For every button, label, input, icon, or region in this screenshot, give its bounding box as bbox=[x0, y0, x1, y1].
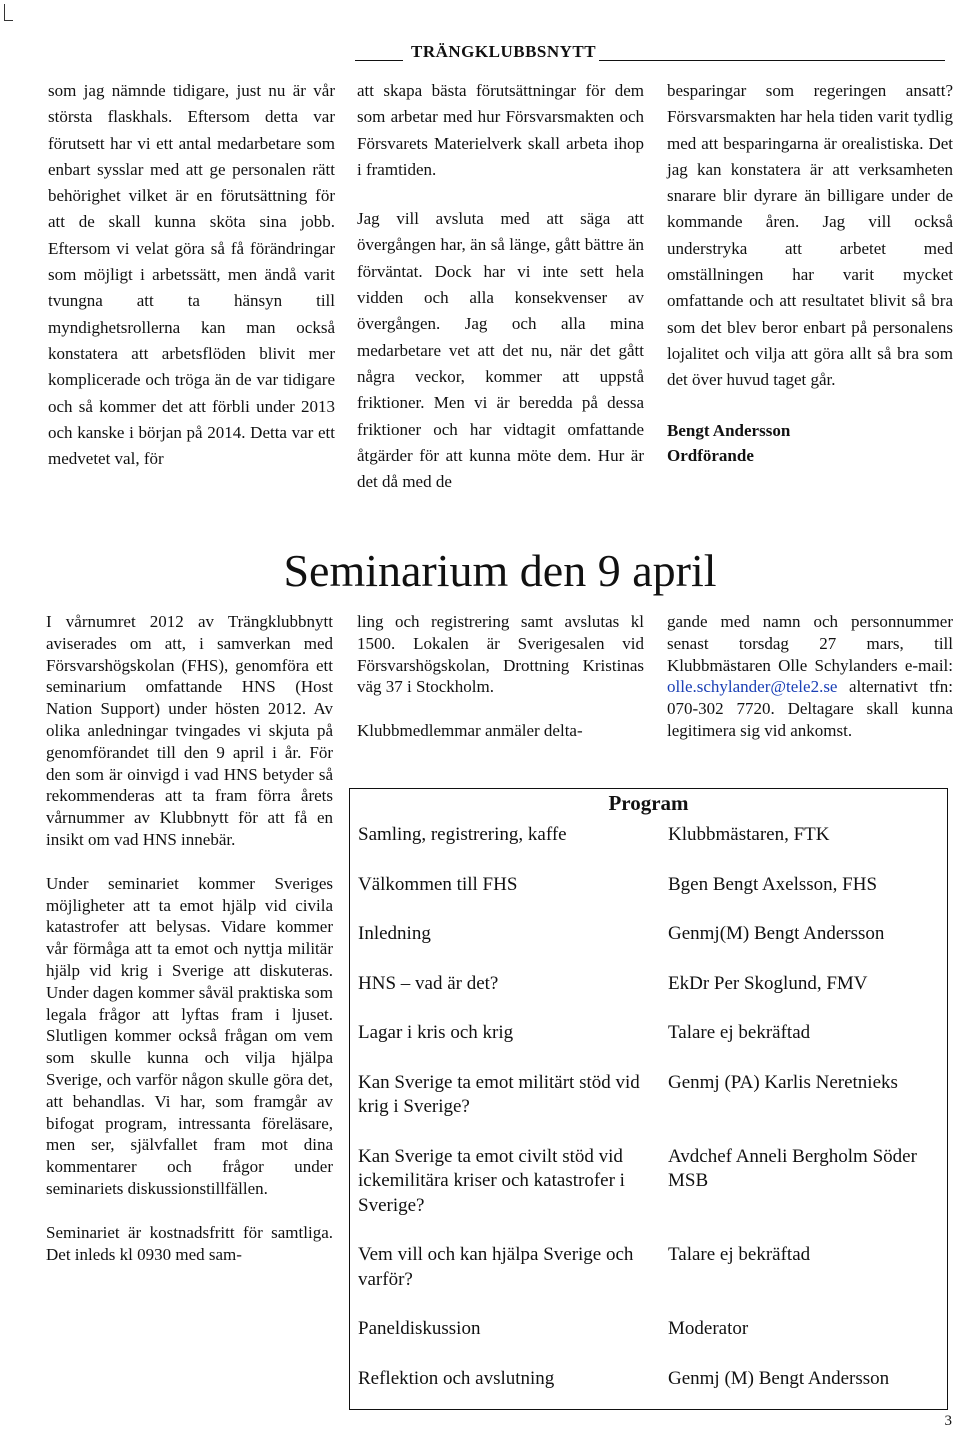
program-row bbox=[358, 922, 942, 947]
seminar-col1-paragraph-3: Seminariet är kostnadsfritt för samtliga. Det inleds kl 0930 med sam- bbox=[46, 1222, 333, 1264]
seminar-heading: Seminarium den 9 april bbox=[283, 544, 717, 596]
article-col1-text: som jag nämnde tidigare, just nu är vår största flaskhals. Eftersom detta var förutsett har vi ett antal medarbetare som enbart sysslar med att ge personalen rätt behörighet vilket är en förutsättning för att de skall kunna sköta sina jobb. Eftersom vi velat göra så få förändringar som möjligt i arbetssätt, men ändå varit tvungna att ta hänsyn till myndighetsrollerna kan man också konstatera att arbetsflöden blivit mer komplicerade och tröga än de var tidigare och så kommer det att förbli under 2013 och kanske i början på 2014. Detta var ett medvetet val, för bbox=[48, 81, 335, 469]
article-col2-paragraph-2: Jag vill avsluta med att säga att övergången har, än så länge, gått bättre än förväntat. Dock har vi inte sett hela vidden och alla konsekvenser av övergången. Jag och alla mina medarbetare vet att det nu, när det gått några veckor, kommer att uppstå friktioner. Men vi är beredda på dessa friktioner och har vidtagit omfattande åtgärder för att kunna möte dem. Hur är det då med de bbox=[357, 209, 644, 492]
page-number: 3 bbox=[944, 1413, 952, 1429]
program-speaker: Genmj(M) Bengt Andersson bbox=[668, 923, 885, 944]
program-topic: HNS – vad är det? bbox=[358, 972, 499, 994]
seminar-column-3 bbox=[667, 611, 953, 742]
program-topic: Reflektion och avslutning bbox=[358, 1367, 555, 1389]
program-speaker: Klubbmästaren, FTK bbox=[668, 824, 830, 845]
seminar-col1-paragraph-2: Under seminariet kommer Sveriges möjligheter att ta emot hjälp vid civila katastrofer att belysas. Vidare kommer vår förmåga att ta emot och nyttja militär hjälp vid krig i Sverige att diskuteras. Under dagen kommer såväl praktiska som legala frågor att lyftas fram i ljuset. Slutligen kommer också frågan om vem som skulle kunna och vilja hjälpa Sverige, och varför någon skulle göra det, att behandlas. Vi har, som framgår av bifogat program, intressanta föreläsare, men ser, självfallet fram mot dina kommentarer och frågor under seminariets diskussionstillfällen. bbox=[46, 873, 333, 1198]
program-title: Program bbox=[608, 791, 689, 815]
signature-name: Bengt Andersson bbox=[667, 420, 791, 440]
seminar-col3-text-after: alternativt tfn: 070-302 7720. Deltagare skall kunna legitimera sig vid ankomst. bbox=[667, 677, 953, 740]
program-speaker: Genmj (M) Bengt Andersson bbox=[668, 1367, 890, 1389]
program-box bbox=[349, 788, 948, 1410]
article-column-2 bbox=[357, 78, 644, 495]
program-speaker: Avdchef Anneli Bergholm Söder MSB bbox=[668, 1145, 917, 1191]
program-speaker: Talare ej bekräftad bbox=[668, 1022, 811, 1043]
program-table bbox=[358, 823, 942, 1391]
program-speaker: Talare ej bekräftad bbox=[668, 1244, 811, 1265]
header-rule-right bbox=[599, 60, 945, 61]
seminar-col3-text-before: gande med namn och personnummer senast torsdag 27 mars, till Klubbmästaren Olle Schylanders e-mail: bbox=[667, 612, 953, 675]
running-header bbox=[355, 40, 945, 62]
article-col2-paragraph-1: att skapa bästa förutsättningar för dem som arbetar med hur Försvarsmakten och Försvarets Materielverk skall arbeta ihop i framtiden. bbox=[357, 81, 644, 179]
program-topic: Lagar i kris och krig bbox=[358, 1022, 514, 1043]
program-speaker: Genmj (PA) Karlis Neretnieks bbox=[668, 1071, 898, 1093]
seminar-column-2 bbox=[357, 611, 644, 742]
seminar-col2-paragraph-1: ling och registrering samt avslutas kl 1500. Lokalen är Sverigesalen vid Försvarshögskolan, Drottning Kristinas väg 37 i Stockholm. bbox=[357, 612, 644, 697]
program-row bbox=[358, 1145, 942, 1219]
article-col3-text: besparingar som regeringen ansatt? Försvarsmakten har hela tiden varit tydlig med att besparingarna är orealistiska. Det jag kan konstatera är att verksamheten snarare blir dyrare än billigare under de kommande åren. Jag vill också understryka att arbetet med omställningen har varit mycket omfattande och att resultatet blivit så bra som det blev beror enbart på personalens lojalitet och vilja att göra allt så bra som det över huvud taget går. bbox=[667, 81, 953, 390]
seminar-col2-paragraph-2: Klubbmedlemmar anmäler delta- bbox=[357, 721, 583, 741]
header-rule-left bbox=[355, 60, 403, 61]
newsletter-title: TRÄNGKLUBBSNYTT bbox=[411, 42, 597, 61]
article-column-3 bbox=[667, 78, 953, 468]
seminar-column-1 bbox=[46, 611, 333, 1265]
program-topic: Kan Sverige ta emot militärt stöd vid krig i Sverige? bbox=[358, 1071, 640, 1117]
program-speaker: EkDr Per Skoglund, FMV bbox=[668, 972, 868, 994]
article-column-1 bbox=[48, 78, 335, 472]
program-row bbox=[358, 1367, 942, 1392]
signature bbox=[667, 418, 953, 468]
program-row bbox=[358, 1071, 942, 1120]
program-row bbox=[358, 823, 942, 848]
signature-title: Ordförande bbox=[667, 445, 754, 465]
program-topic: Välkommen till FHS bbox=[358, 873, 518, 895]
program-topic: Vem vill och kan hjälpa Sverige och varför? bbox=[358, 1244, 634, 1290]
program-topic: Inledning bbox=[358, 923, 431, 944]
program-speaker: Moderator bbox=[668, 1318, 749, 1339]
program-topic: Samling, registrering, kaffe bbox=[358, 824, 567, 845]
program-row bbox=[358, 1317, 942, 1342]
program-topic: Kan Sverige ta emot civilt stöd vid ickemilitära kriser och katastrofer i Sverige? bbox=[358, 1145, 625, 1216]
seminar-col3-paragraph bbox=[667, 611, 953, 742]
crop-mark bbox=[4, 4, 13, 21]
seminar-col1-paragraph-1: I vårnumret 2012 av Trängklubbnytt aviserades om att, i samverkan med Försvarshögskolan (FHS), genomföra ett seminarium omfattande HNS (Host Nation Support) under hösten 2012. Av olika anledningar tvingades vi skjuta på genomförandet till den 9 april i år. För den som är oinvigd i vad HNS betyder så rekommenderas att ta fram förra årets vårnummer av Klubbnytt för att få en insikt om vad HNS innebär. bbox=[46, 612, 333, 849]
program-row bbox=[358, 1021, 942, 1046]
email-link[interactable]: olle.schylander@tele2.se bbox=[667, 677, 838, 697]
program-topic: Paneldiskussion bbox=[358, 1318, 481, 1339]
program-speaker: Bgen Bengt Axelsson, FHS bbox=[668, 873, 878, 895]
program-row bbox=[358, 1243, 942, 1292]
program-row bbox=[358, 873, 942, 898]
program-row bbox=[358, 972, 942, 997]
